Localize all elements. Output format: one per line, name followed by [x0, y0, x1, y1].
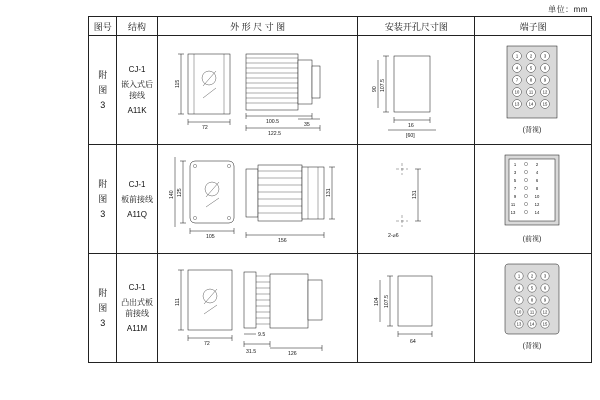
row3-terminal-cell	[475, 254, 592, 363]
row3-model: CJ-1	[128, 283, 146, 292]
row3-dim-111: 111	[174, 298, 181, 306]
svg-text:14: 14	[534, 210, 540, 215]
header-code: 图号	[89, 17, 117, 36]
row2-hole-dim-2d6: 2-⌀6	[388, 233, 400, 239]
row1-desc: 嵌入式后接线	[121, 80, 154, 100]
row2-dim-156: 156	[277, 238, 287, 244]
row2-structure-cell	[117, 145, 157, 254]
row3-outline-drawing	[158, 254, 358, 362]
svg-text:13: 13	[514, 101, 520, 107]
svg-text:2: 2	[531, 273, 534, 279]
table-row	[89, 36, 592, 145]
svg-text:4: 4	[518, 285, 521, 291]
row2-terminal-drawing	[475, 145, 591, 253]
row1-outline-cell	[157, 36, 358, 145]
row1-dim-72: 72	[201, 125, 208, 131]
svg-text:5: 5	[514, 178, 517, 183]
row1-model: CJ-1	[128, 65, 146, 74]
svg-text:7: 7	[518, 297, 521, 303]
svg-text:11: 11	[511, 202, 516, 207]
row3-hole-dim-64: 64	[410, 339, 417, 345]
row2-outline-drawing	[158, 145, 358, 253]
row2-terminal-cell	[475, 145, 592, 254]
svg-text:3: 3	[514, 170, 517, 175]
header-outline: 外 形 尺 寸 图	[157, 17, 358, 36]
svg-text:4: 4	[516, 65, 519, 71]
row1-hole-dim-107-5: 107.5	[380, 79, 387, 92]
svg-text:11: 11	[529, 89, 534, 95]
row1-code-line2: 图	[98, 84, 108, 95]
row2-code-line3: 3	[100, 208, 106, 219]
svg-text:8: 8	[536, 186, 539, 191]
row3-code-line2: 图	[98, 302, 108, 313]
row3-structure-cell	[117, 254, 157, 363]
svg-text:8: 8	[531, 297, 534, 303]
row3-desc: 凸出式板前接线	[121, 298, 154, 318]
row3-code-cell	[89, 254, 117, 363]
row3-dim-72: 72	[203, 341, 210, 347]
unit-note: 单位：mm	[548, 5, 588, 14]
row3-dim-31-5: 31.5	[245, 349, 256, 355]
svg-text:9: 9	[514, 194, 517, 199]
row1-hole-dim-16: 16	[408, 123, 415, 129]
svg-text:9: 9	[544, 297, 547, 303]
row2-dim-140: 140	[168, 190, 175, 199]
row1-dim-100-5: 100.5	[265, 119, 279, 125]
row2-code-line2: 图	[98, 193, 108, 204]
svg-text:2: 2	[536, 162, 539, 167]
row3-code-line1: 附	[98, 287, 108, 298]
svg-text:15: 15	[542, 321, 548, 327]
header-structure: 结构	[117, 17, 157, 36]
svg-text:9: 9	[544, 77, 547, 83]
svg-text:12: 12	[542, 309, 548, 315]
row1-terminal-caption: (背视)	[522, 127, 542, 134]
row1-suffix: A11K	[127, 106, 147, 115]
row1-code-cell	[89, 36, 117, 145]
svg-text:14: 14	[528, 101, 534, 107]
svg-text:11: 11	[530, 309, 535, 315]
row2-code-line1: 附	[98, 178, 108, 189]
row3-dim-9-5: 9.5	[257, 332, 265, 338]
svg-text:10: 10	[534, 194, 540, 199]
row1-code-line3: 3	[100, 99, 106, 110]
row1-outline-drawing	[158, 36, 358, 144]
svg-text:15: 15	[542, 101, 548, 107]
row3-code-line3: 3	[100, 317, 106, 328]
row1-hole-dim-90: 90	[372, 86, 379, 92]
table-row	[89, 145, 592, 254]
svg-text:2: 2	[530, 53, 533, 59]
svg-text:14: 14	[529, 321, 535, 327]
header-hole: 安装开孔尺寸图	[358, 17, 475, 36]
svg-text:7: 7	[516, 77, 519, 83]
row1-dim-35: 35	[303, 122, 310, 128]
row2-suffix: A11Q	[127, 209, 147, 219]
svg-text:1: 1	[514, 162, 517, 167]
svg-text:13: 13	[510, 210, 516, 215]
row1-hole-cell	[358, 36, 475, 145]
row1-structure-cell	[117, 36, 157, 145]
svg-text:4: 4	[536, 170, 539, 175]
row2-desc: 板前接线	[121, 194, 154, 204]
row2-dim-131: 131	[325, 188, 332, 197]
row2-model: CJ-1	[128, 179, 146, 189]
header-terminal: 端子图	[475, 17, 592, 36]
row3-suffix: A11M	[126, 324, 148, 333]
svg-text:5: 5	[531, 285, 534, 291]
row2-dim-105: 105	[205, 234, 215, 240]
row3-outline-cell	[157, 254, 358, 363]
svg-text:5: 5	[530, 65, 533, 71]
row3-terminal-drawing	[475, 254, 591, 362]
svg-text:6: 6	[536, 178, 539, 183]
row1-hole-dim-60: [60]	[406, 133, 416, 139]
row2-dim-125: 125	[176, 188, 183, 197]
svg-text:3: 3	[544, 273, 547, 279]
svg-text:1: 1	[516, 53, 519, 59]
svg-text:8: 8	[530, 77, 533, 83]
row2-hole-drawing	[358, 145, 474, 253]
row2-outline-cell	[157, 145, 358, 254]
row1-terminal-cell	[475, 36, 592, 145]
svg-text:12: 12	[534, 202, 540, 207]
row3-hole-cell	[358, 254, 475, 363]
row1-terminal-drawing	[475, 36, 591, 144]
row1-dim-122-5: 122.5	[267, 131, 281, 137]
row2-hole-cell	[358, 145, 475, 254]
row3-dim-126: 126	[287, 351, 297, 357]
svg-text:6: 6	[544, 65, 547, 71]
row3-hole-dim-107-5: 107.5	[384, 295, 391, 308]
svg-text:1: 1	[518, 273, 521, 279]
row1-code-line1: 附	[98, 69, 108, 80]
svg-text:13: 13	[516, 321, 522, 327]
svg-text:10: 10	[516, 309, 522, 315]
row2-hole-dim-131: 131	[412, 190, 419, 199]
table-row	[89, 254, 592, 363]
table-header-row	[89, 17, 592, 36]
row1-dim-115: 115	[174, 79, 181, 88]
svg-text:7: 7	[514, 186, 517, 191]
row3-hole-dim-104: 104	[374, 297, 381, 306]
svg-text:3: 3	[544, 53, 547, 59]
svg-text:6: 6	[544, 285, 547, 291]
row2-terminal-caption: (前视)	[522, 236, 542, 243]
row3-hole-drawing	[358, 254, 474, 362]
svg-text:12: 12	[542, 89, 548, 95]
spec-table	[88, 16, 592, 363]
row3-terminal-caption: (背视)	[522, 343, 542, 350]
row1-hole-drawing	[358, 36, 474, 144]
svg-text:10: 10	[514, 89, 520, 95]
row2-code-cell	[89, 145, 117, 254]
